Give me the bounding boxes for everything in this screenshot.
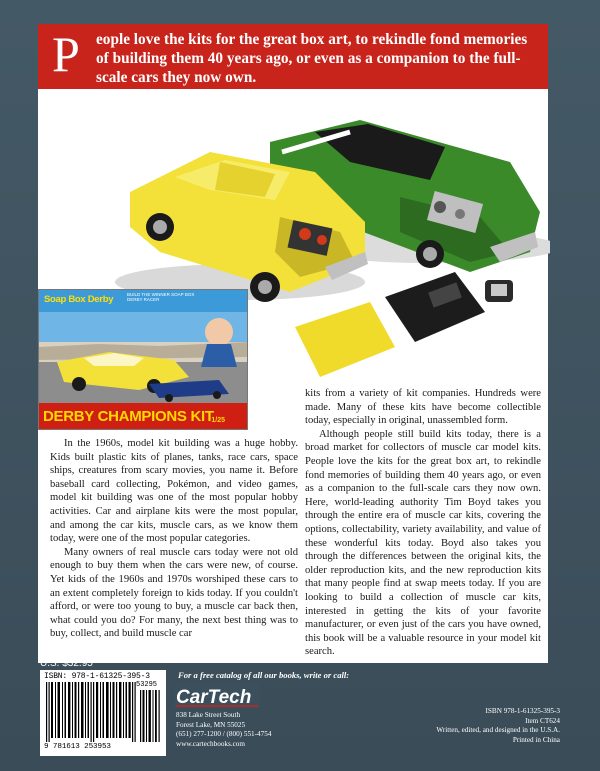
barcode xyxy=(40,670,166,756)
cartech-logo xyxy=(174,684,260,708)
barcode-number: 9 781613 253953 xyxy=(44,743,111,751)
box-art-subtext: BUILD THE WINNER SOAP BOX DERBY RACER xyxy=(127,292,195,302)
dropcap-letter: P xyxy=(52,26,80,82)
box-art-illustration xyxy=(39,312,248,407)
item-line: Item CT624 xyxy=(525,716,560,725)
box-art-scale: 1/25 xyxy=(211,417,225,424)
address-line: 838 Lake Street South xyxy=(176,711,241,719)
address-line: www.cartechbooks.com xyxy=(176,739,245,748)
body-paragraph: Many owners of real muscle cars today were not old enough to buy them when the cars were new, of course. Yet kids of the 1960s and 1970s worshiped these cars to an extent completely foreign to kids today. If you couldn't afford, or were too young to buy, a muscle car back then, what could you do? For many, the next best thing was to buy, collect, and build muscle car xyxy=(50,546,298,640)
callout-text: eople love the kits for the great box art, to rekindle fond memories of building them 40 years ago, or even as a companion to the full-scale cars they now own. xyxy=(96,31,528,86)
box-art-title: DERBY CHAMPIONS KIT xyxy=(43,408,214,425)
barcode-isbn: ISBN: 978-1-61325-395-3 xyxy=(44,672,150,681)
price-label: U.S. $32.95 xyxy=(40,658,93,669)
callout-box xyxy=(38,24,548,89)
written-line: Written, edited, and designed in the U.S.A. xyxy=(436,726,560,735)
body-paragraph-continued: kits from a variety of kit companies. Hundreds were made. Many of these kits have become collectible today, especially in original, unassembled form. xyxy=(305,388,541,427)
catalog-note: For a free catalog of all our books, write or call: xyxy=(178,670,350,680)
publisher-name: CarTech xyxy=(176,687,252,708)
publisher-address xyxy=(176,711,271,749)
box-art-image xyxy=(38,289,248,430)
body-text-right-column xyxy=(305,387,541,659)
box-art-brand: Soap Box Derby xyxy=(44,294,114,305)
body-paragraph: In the 1960s, model kit building was a huge hobby. Kids built plastic kits of planes, tanks, race cars, space ships, creatures from scary movies, you name it. Before baseball card collecting, Pokémon, and video games, model kit building was one of the most popular hobby activities. Car and airplane kits were the most popular, and among the car kits, muscle cars, as we know them today, were one of the most popular categories. xyxy=(50,438,298,545)
printed-line: Printed in China xyxy=(512,735,560,744)
body-text-left-column xyxy=(50,437,298,641)
isbn-info xyxy=(436,707,560,745)
box-art-banner xyxy=(39,403,247,429)
body-paragraph: Although people still build kits today, there is a broad market for collectors of muscle car model kits. People love the kits for the great box art, to rekindle fond memories of building them 40 years ago, or even as a companion to the full-scale cars they now own. Here, world-leading authority Tim Boyd takes you through the entire era of muscle car kits, covering the options, collectability, variety availability, and value of these wonderful kits today. Boyd also takes you through the differences between the original kits, the older reproduction kits, and the new reproduction kits that many people find at swap meets today. If you are looking to build a collection of muscle car kits, interested in getting the kits of your favorite manufacturer, or even just of the cars you have owned, this book will be a valuable resource in your model kit search. xyxy=(305,428,541,658)
barcode-bars xyxy=(44,682,162,742)
barcode-addon: 53295 xyxy=(136,681,158,689)
address-line: (651) 277-1200 / (800) 551-4754 xyxy=(176,730,272,739)
isbn-line: ISBN 978-1-61325-395-3 xyxy=(485,707,560,715)
address-line: Forest Lake, MN 55025 xyxy=(176,720,246,729)
